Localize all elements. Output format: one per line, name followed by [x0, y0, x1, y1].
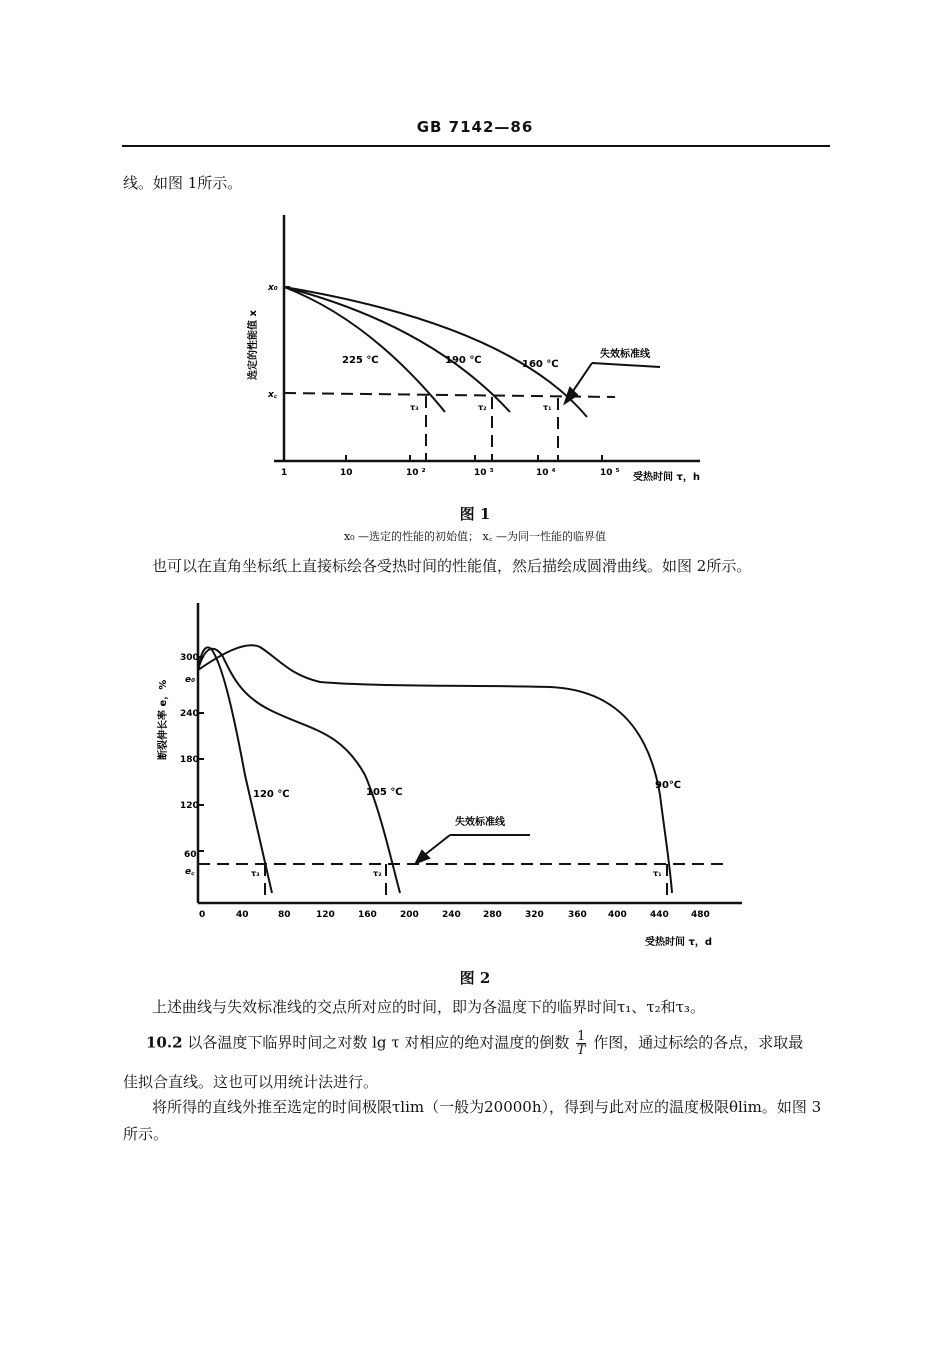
- fig1-xtick: 10 ⁴: [536, 468, 556, 478]
- tau-label: τ₁: [653, 869, 662, 878]
- fig2-xtick: 240: [442, 910, 461, 920]
- curve-label: 120 ℃: [253, 789, 290, 800]
- fig2-xtick: 0: [199, 910, 206, 920]
- curve-label: 105 ℃: [366, 787, 403, 798]
- curve-label: 160 ℃: [522, 359, 559, 370]
- curve-label: 225 ℃: [342, 355, 379, 366]
- fig2-ysymbol: e₀: [185, 675, 196, 685]
- fig1-ytick: x꜀: [268, 390, 277, 400]
- figure-2-caption: 图 2: [459, 969, 491, 987]
- fig2-xtick: 360: [568, 910, 587, 920]
- figure-1-legend: x₀ —选定的性能的初始值； x꜀ —为同一性能的临界值: [343, 530, 607, 543]
- fig1-xtick: 10 ⁵: [600, 468, 620, 478]
- tau-label: τ₃: [410, 403, 419, 412]
- fig1-xtick: 10 ³: [474, 468, 494, 478]
- fig2-failure-label: 失效标准线: [455, 817, 505, 828]
- fig2-ytick: 300: [180, 653, 199, 663]
- fig1-ytick: x₀: [268, 283, 278, 293]
- section-text-a: 以各温度下临界时间之对数 lg τ 对相应的绝对温度的倒数: [187, 1033, 570, 1052]
- fig1-xtick: 10: [340, 468, 353, 478]
- fig2-ytick: 180: [180, 755, 199, 765]
- fig2-xtick: 400: [608, 910, 627, 920]
- fig2-ytick: 60: [184, 850, 197, 860]
- fig2-xtick: 280: [483, 910, 502, 920]
- fig1-failure-label: 失效标准线: [600, 349, 650, 360]
- fraction: $\frac{1}{T}$: [576, 1029, 586, 1058]
- figure-2: [150, 595, 760, 955]
- page-header: GB 7142—86: [416, 118, 534, 136]
- tau-label: τ₂: [478, 403, 487, 412]
- fig2-xtick: 40: [236, 910, 249, 920]
- fig2-ytick: 240: [180, 709, 199, 719]
- fig2-xtick: 480: [691, 910, 710, 920]
- fig2-xlabel: 受热时间 τ，d: [645, 937, 713, 948]
- curve-190: [284, 287, 510, 412]
- intro-text: 线。如图 1所示。: [123, 174, 243, 192]
- section-number: 10.2: [146, 1033, 183, 1052]
- fig2-arrow: [422, 835, 450, 857]
- fig1-xtick: 1: [281, 468, 288, 478]
- curve-160: [284, 287, 587, 417]
- fig2-ysymbol: e꜀: [185, 867, 195, 877]
- fig2-xtick: 440: [650, 910, 669, 920]
- curve-120: [198, 647, 272, 893]
- section-text-b: 作图，通过标绘的各点，求取最: [593, 1033, 804, 1052]
- tau-label: τ₂: [373, 869, 382, 878]
- paragraph-4: 佳拟合直线。这也可以用统计法进行。: [123, 1073, 379, 1091]
- figure-1-caption: 图 1: [459, 505, 491, 523]
- curve-label: 90℃: [655, 780, 682, 791]
- fig1-xtick: 10 ²: [406, 468, 426, 478]
- curve-90: [198, 645, 672, 893]
- paragraph-3: 上述曲线与失效标准线的交点所对应的时间，即为各温度下的临界时间τ₁、τ₂和τ₃。: [152, 998, 705, 1016]
- fig2-xtick: 200: [400, 910, 419, 920]
- fig2-xtick: 160: [358, 910, 377, 920]
- paragraph-6: 所示。: [123, 1125, 169, 1143]
- paragraph-2: 也可以在直角坐标纸上直接标绘各受热时间的性能值，然后描绘成圆滑曲线。如图 2所示。: [152, 557, 752, 575]
- fig2-xtick: 80: [278, 910, 291, 920]
- curve-label: 190 ℃: [445, 355, 482, 366]
- figure-1: [230, 205, 730, 495]
- fig2-ylabel: 断裂伸长率 e，%: [158, 679, 169, 760]
- header-rule: [122, 145, 830, 147]
- fig1-ylabel: 选定的性能值 x: [248, 310, 259, 380]
- tau-label: τ₃: [251, 869, 260, 878]
- fig2-xtick: 120: [316, 910, 335, 920]
- fig1-xlabel: 受热时间 τ，h: [633, 472, 700, 483]
- paragraph-5: 将所得的直线外推至选定的时间极限τlim（一般为20000h），得到与此对应的温度极限θlim。如图 3: [152, 1098, 822, 1116]
- section-10-2: [146, 1030, 803, 1057]
- fig2-xtick: 320: [525, 910, 544, 920]
- fig2-ytick: 120: [180, 801, 199, 811]
- tau-label: τ₁: [543, 403, 552, 412]
